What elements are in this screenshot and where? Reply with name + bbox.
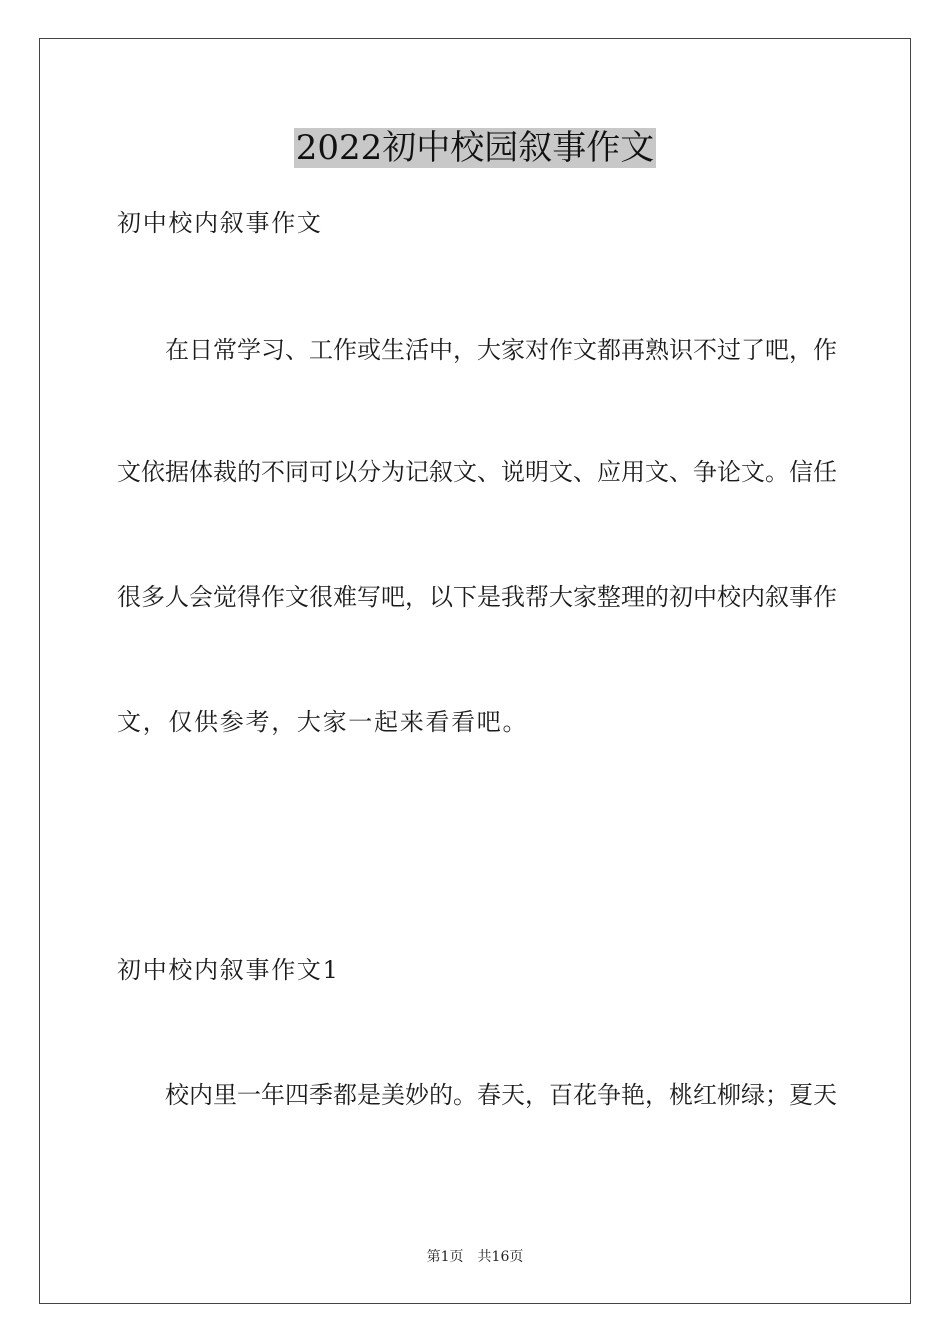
title-container: [0, 128, 950, 168]
page-number: 第1页: [426, 1249, 464, 1265]
subtitle: 初中校内叙事作文: [117, 209, 323, 237]
section-heading: 初中校内叙事作文1: [117, 956, 340, 984]
page-footer: [0, 1248, 950, 1266]
intro-line-1: 在日常学习、工作或生活中，大家对作文都再熟识不过了吧，作: [165, 336, 837, 364]
intro-line-4: 文，仅供参考，大家一起来看看吧。: [117, 708, 529, 736]
section-line-1: 校内里一年四季都是美妙的。春天，百花争艳，桃红柳绿；夏天: [165, 1081, 837, 1109]
intro-line-2: 文依据体裁的不同可以分为记叙文、说明文、应用文、争论文。信任: [117, 458, 837, 486]
document-title: 2022初中校园叙事作文: [295, 128, 655, 168]
page-total: 共16页: [477, 1249, 524, 1265]
intro-line-3: 很多人会觉得作文很难写吧，以下是我帮大家整理的初中校内叙事作: [117, 583, 837, 611]
